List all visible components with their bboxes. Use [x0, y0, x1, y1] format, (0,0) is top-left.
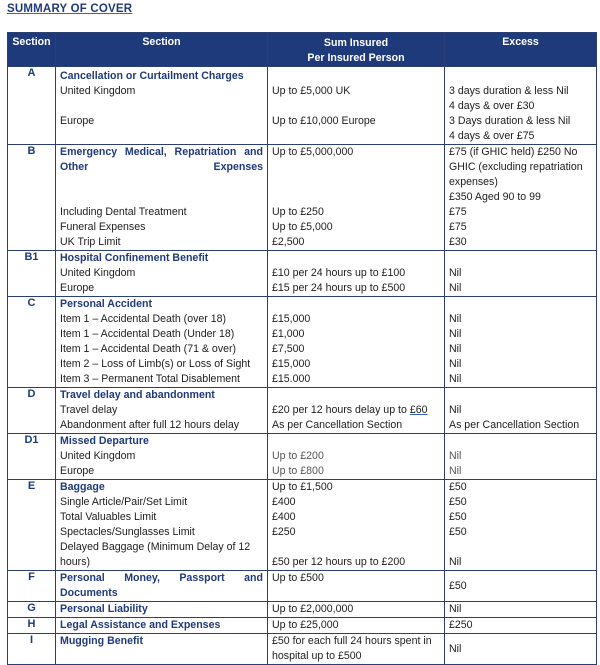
section-a-item2-excess-2: 4 days & over £75	[449, 130, 535, 142]
table-row-section-e	[8, 480, 597, 571]
section-e-excess	[445, 480, 597, 571]
section-h-excess-value: £250	[449, 619, 473, 631]
section-c-item1: Item 1 – Accidental Death (over 18)	[60, 313, 227, 325]
section-b-excess-1: £75 (if GHIC held) £250 No GHIC (excluding repatriation expenses)	[449, 146, 583, 188]
section-b-description	[56, 145, 268, 251]
section-a-item2-excess-1: 3 Days duration & less Nil	[449, 115, 571, 127]
section-b1-item2-sum: £15 per 24 hours up to £500	[272, 282, 406, 294]
section-code-d1: D1	[8, 434, 56, 480]
section-d-item1-sum-text: £20 per 12 hours delay up to	[272, 404, 410, 416]
section-c-item3-sum: £7,500	[272, 343, 305, 355]
section-h-description	[56, 618, 268, 634]
section-g-title: Personal Liability	[60, 603, 148, 615]
section-b-sum-insured	[268, 145, 445, 251]
section-i-sum-insured	[268, 634, 445, 665]
section-b-sum: Up to £5,000,000	[272, 146, 354, 158]
section-d1-excess	[445, 434, 597, 480]
section-b1-item1: United Kingdom	[60, 267, 136, 279]
section-b-excess	[445, 145, 597, 251]
section-c-item4: Item 2 – Loss of Limb(s) or Loss of Sight	[60, 358, 251, 370]
section-c-item1-sum: £15,000	[272, 313, 311, 325]
section-d-item1-sum	[272, 403, 440, 418]
section-b-item1: Including Dental Treatment	[60, 206, 187, 218]
section-d1-item2-excess: Nil	[449, 465, 462, 477]
section-d1-item2-sum: Up to £800	[272, 465, 324, 477]
header-section: Section	[56, 33, 268, 67]
section-e-item3-excess: £50	[449, 526, 467, 538]
section-b-item2: Funeral Expenses	[60, 221, 146, 233]
section-c-item4-excess: Nil	[449, 358, 462, 370]
section-c-item4-sum: £15,000	[272, 358, 311, 370]
section-i-excess-value: Nil	[449, 642, 462, 655]
section-d-item2: Abandonment after full 12 hours delay	[60, 419, 240, 431]
section-d1-item1-excess: Nil	[449, 450, 462, 462]
table-row-section-b1	[8, 251, 597, 297]
section-e-item4-sum: £50 per 12 hours up to £200	[272, 556, 406, 568]
section-d1-item2: Europe	[60, 465, 95, 477]
section-g-description	[56, 602, 268, 618]
section-b-item3: UK Trip Limit	[60, 236, 121, 248]
section-c-sum-insured	[268, 297, 445, 388]
section-code-g: G	[8, 602, 56, 618]
section-b1-description	[56, 251, 268, 297]
section-h-sum: Up to £25,000	[272, 619, 339, 631]
section-i-description	[56, 634, 268, 665]
section-b1-item1-sum: £10 per 24 hours up to £100	[272, 267, 406, 279]
section-f-excess-value: £50	[449, 579, 467, 592]
section-d-item2-sum: As per Cancellation Section	[272, 419, 403, 431]
section-c-item3: Item 1 – Accidental Death (71 & over)	[60, 343, 237, 355]
table-row-section-b	[8, 145, 597, 251]
header-sum-insured	[268, 33, 445, 67]
section-g-sum: Up to £2,000,000	[272, 603, 354, 615]
section-g-sum-insured	[268, 602, 445, 618]
section-i-title: Mugging Benefit	[60, 635, 143, 647]
section-d-excess	[445, 388, 597, 434]
section-a-item1-excess-2: 4 days & over £30	[449, 100, 535, 112]
section-e-sum-insured	[268, 480, 445, 571]
table-row-section-h	[8, 618, 597, 634]
section-a-item2: Europe	[60, 115, 95, 127]
section-code-i: I	[8, 634, 56, 665]
section-f-sum-insured	[268, 571, 445, 602]
section-e-item1-sum: £400	[272, 496, 296, 508]
table-row-section-d	[8, 388, 597, 434]
section-c-item5-sum: £15.000	[272, 373, 311, 385]
section-i-sum: £50 for each full 24 hours spent in hospital up to £500	[272, 635, 432, 662]
table-row-section-c	[8, 297, 597, 388]
header-row	[8, 33, 597, 67]
section-code-h: H	[8, 618, 56, 634]
section-f-description	[56, 571, 268, 602]
section-b1-title: Hospital Confinement Benefit	[60, 252, 209, 264]
section-code-b1: B1	[8, 251, 56, 297]
section-d-item1: Travel delay	[60, 404, 118, 416]
section-d1-item1-sum: Up to £200	[272, 450, 324, 462]
section-e-item1-excess: £50	[449, 496, 467, 508]
section-e-excess-value: £50	[449, 481, 467, 493]
section-e-description	[56, 480, 268, 571]
section-a-sum-insured	[268, 67, 445, 145]
table-row-section-g	[8, 602, 597, 618]
section-h-title: Legal Assistance and Expenses	[60, 619, 221, 631]
section-d-item2-excess: As per Cancellation Section	[449, 419, 580, 431]
section-a-item2-sum: Up to £10,000 Europe	[272, 115, 376, 127]
table-row-section-i	[8, 634, 597, 665]
section-d-item1-excess: Nil	[449, 404, 462, 416]
section-i-excess	[445, 634, 597, 665]
section-code-b: B	[8, 145, 56, 251]
section-d1-title: Missed Departure	[60, 435, 149, 447]
section-b1-item2: Europe	[60, 282, 95, 294]
header-section-code: Section	[8, 33, 56, 67]
section-e-item1: Single Article/Pair/Set Limit	[60, 496, 188, 508]
section-f-excess	[445, 571, 597, 602]
section-e-item3-sum: £250	[272, 526, 296, 538]
section-b-item1-sum: Up to £250	[272, 206, 324, 218]
section-code-c: C	[8, 297, 56, 388]
section-c-item5: Item 3 – Permanent Total Disablement	[60, 373, 240, 385]
section-a-title: Cancellation or Curtailment Charges	[60, 70, 244, 82]
section-f-title: Personal Money, Passport and Documents	[60, 572, 263, 599]
section-b1-item1-excess: Nil	[449, 267, 462, 279]
section-b1-excess	[445, 251, 597, 297]
section-h-excess	[445, 618, 597, 634]
page-title: SUMMARY OF COVER	[7, 3, 133, 15]
section-a-description	[56, 67, 268, 145]
section-e-item4-excess: Nil	[449, 556, 462, 568]
section-e-item2: Total Valuables Limit	[60, 511, 157, 523]
section-code-a: A	[8, 67, 56, 145]
section-g-excess-value: Nil	[449, 603, 462, 615]
section-c-description	[56, 297, 268, 388]
section-d1-item1: United Kingdom	[60, 450, 136, 462]
section-d-description	[56, 388, 268, 434]
section-h-sum-insured	[268, 618, 445, 634]
section-b1-item2-excess: Nil	[449, 282, 462, 294]
table-row-section-a	[8, 67, 597, 145]
section-g-excess	[445, 602, 597, 618]
section-e-item2-sum: £400	[272, 511, 296, 523]
section-c-item2-excess: Nil	[449, 328, 462, 340]
section-b1-sum-insured	[268, 251, 445, 297]
header-sum-insured-line1: Sum Insured	[323, 37, 389, 49]
section-c-item1-excess: Nil	[449, 313, 462, 325]
section-a-item1: United Kingdom	[60, 85, 136, 97]
section-b-item3-excess: £30	[449, 236, 467, 248]
section-c-item3-excess: Nil	[449, 343, 462, 355]
section-c-item5-excess: Nil	[449, 373, 462, 385]
summary-of-cover-table	[7, 32, 597, 665]
section-c-title: Personal Accident	[60, 298, 153, 310]
section-e-item2-excess: £50	[449, 511, 467, 523]
section-e-item3: Spectacles/Sunglasses Limit	[60, 526, 195, 538]
section-e-title: Baggage	[60, 481, 105, 493]
section-d1-description	[56, 434, 268, 480]
section-b-item2-sum: Up to £5,000	[272, 221, 333, 233]
section-code-e: E	[8, 480, 56, 571]
section-d1-sum-insured	[268, 434, 445, 480]
section-a-item1-excess-1: 3 days duration & less Nil	[449, 85, 569, 97]
section-a-excess	[445, 67, 597, 145]
section-b-title: Emergency Medical, Repatriation and Other Expenses	[60, 146, 263, 173]
section-d-sum-insured	[268, 388, 445, 434]
section-e-sum: Up to £1,500	[272, 481, 333, 493]
section-b-item1-excess: £75	[449, 206, 467, 218]
section-e-item4: Delayed Baggage (Minimum Delay of 12 hours)	[60, 541, 251, 568]
section-f-sum: Up to £500	[272, 572, 324, 584]
header-excess: Excess	[445, 33, 597, 67]
section-a-item1-sum: Up to £5,000 UK	[272, 85, 351, 97]
section-c-item2: Item 1 – Accidental Death (Under 18)	[60, 328, 235, 340]
section-d-title: Travel delay and abandonment	[60, 389, 215, 401]
table-row-section-f	[8, 571, 597, 602]
section-b-item3-sum: £2,500	[272, 236, 305, 248]
table-row-section-d1	[8, 434, 597, 480]
section-b-item2-excess: £75	[449, 221, 467, 233]
section-code-f: F	[8, 571, 56, 602]
section-b-excess-2: £350 Aged 90 to 99	[449, 191, 541, 203]
section-code-d: D	[8, 388, 56, 434]
section-c-excess	[445, 297, 597, 388]
section-d-item1-sum-link[interactable]: £60	[409, 404, 428, 416]
header-sum-insured-line2: Per Insured Person	[307, 52, 405, 64]
section-c-item2-sum: £1,000	[272, 328, 305, 340]
